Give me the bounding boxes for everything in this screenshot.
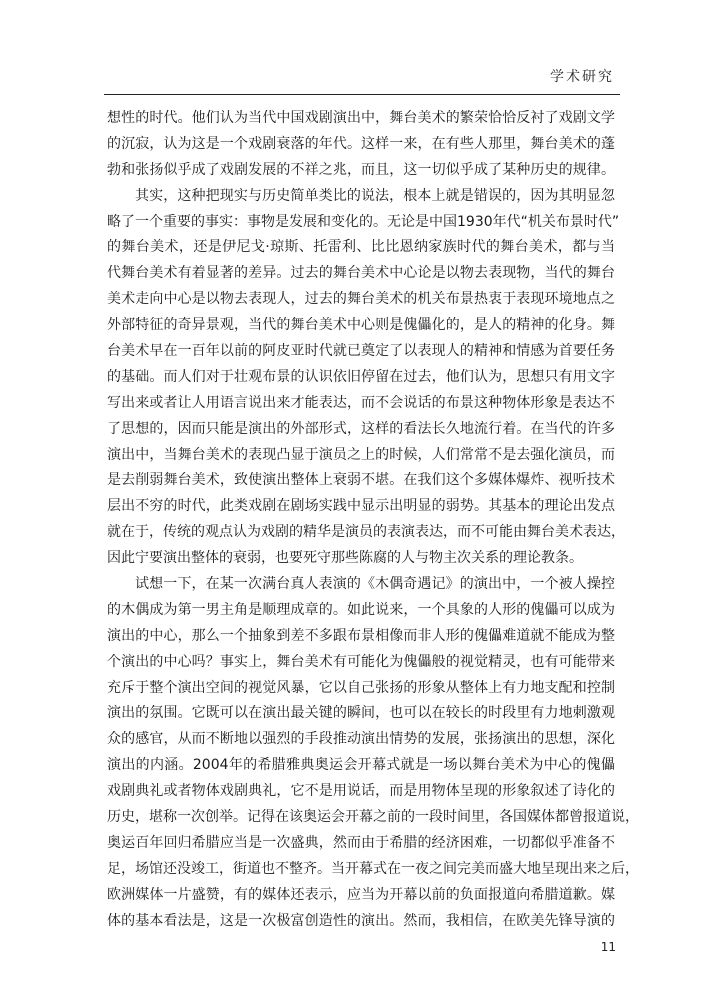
text-line: 台美术早在一百年以前的阿皮亚时代就已奠定了以表现人的精神和情感为首要任务	[107, 343, 615, 360]
text-line: 演出的内涵。2004年的希腊雅典奥运会开幕式就是一场以舞台美术为中心的傀儡	[107, 757, 615, 774]
text-line: 演出中，当舞台美术的表现凸显于演员之上的时候，人们常常不是去强化演员，而	[107, 446, 615, 463]
text-line: 层出不穷的时代，此类戏剧在剧场实践中显示出明显的弱势。其基本的理论出发点	[107, 498, 615, 515]
text-line: 体的基本看法是，这是一次极富创造性的演出。然而，我相信，在欧美先锋导演的	[107, 912, 615, 929]
text-line: 历史，堪称一次创举。记得在该奥运会开幕之前的一段时间里，各国媒体都曾报道说，	[107, 809, 639, 826]
article-body	[107, 106, 639, 935]
text-line: 因此宁要演出整体的衰弱，也要死守那些陈腐的人与物主次关系的理论教条。	[107, 550, 583, 567]
text-line: 外部特征的奇异景观，当代的舞台美术中心则是傀儡化的，是人的精神的化身。舞	[107, 317, 615, 334]
text-line: 戏剧典礼或者物体戏剧典礼，它不是用说话，而是用物体呈现的形象叙述了诗化的	[107, 783, 615, 800]
text-line: 的基础。而人们对于壮观布景的认识依旧停留在过去，他们认为，思想只有用文字	[107, 368, 615, 385]
page-number: 11	[600, 940, 616, 954]
text-line: 了思想的，因而只能是演出的外部形式，这样的看法长久地流行着。在当代的许多	[107, 420, 615, 437]
text-line: 试想一下，在某一次满台真人表演的《木偶奇遇记》的演出中，一个被人操控	[135, 576, 615, 593]
text-line: 演出的中心，那么一个抽象到差不多跟布景相像而非人形的傀儡难道就不能成为整	[107, 627, 615, 644]
text-line: 写出来或者让人用语言说出来才能表达，而不会说话的布景这种物体形象是表达不	[107, 394, 615, 411]
text-line: 的舞台美术，还是伊尼戈·琼斯、托雷利、比比恩纳家族时代的舞台美术，都与当	[107, 239, 615, 256]
text-line: 演出的氛围。它既可以在演出最关键的瞬间，也可以在较长的时段里有力地刺激观	[107, 705, 615, 722]
text-line: 想性的时代。他们认为当代中国戏剧演出中，舞台美术的繁荣恰恰反衬了戏剧文学	[107, 110, 615, 126]
text-line: 的沉寂，认为这是一个戏剧衰落的年代。这样一来，在有些人那里，舞台美术的蓬	[107, 135, 615, 152]
text-line: 的木偶成为第一男主角是顺理成章的。如此说来，一个具象的人形的傀儡可以成为	[107, 601, 615, 618]
text-line: 略了一个重要的事实：事物是发展和变化的。无论是中国1930年代“机关布景时代”	[107, 213, 620, 230]
text-line: 是去削弱舞台美术，致使演出整体上衰弱不堪。在我们这个多媒体爆炸、视听技术	[107, 472, 615, 489]
text-line: 个演出的中心吗？事实上，舞台美术有可能化为傀儡般的视觉精灵，也有可能带来	[107, 653, 615, 670]
text-line: 足，场馆还没竣工，街道也不整齐。当开幕式在一夜之间完美而盛大地呈现出来之后，	[107, 860, 639, 877]
header-rule	[104, 94, 620, 95]
text-line: 奥运百年回归希腊应当是一次盛典，然而由于希腊的经济困难，一切都似乎准备不	[107, 834, 615, 851]
text-line: 就在于，传统的观点认为戏剧的精华是演员的表演表达，而不可能由舞台美术表达，	[107, 524, 625, 541]
text-line: 其实，这种把现实与历史简单类比的说法，根本上就是错误的，因为其明显忽	[135, 187, 615, 204]
text-line: 勃和张扬似乎成了戏剧发展的不祥之兆，而且，这一切似乎成了某种历史的规律。	[107, 161, 615, 178]
text-line: 美术走向中心是以物去表现人，过去的舞台美术的机关布景热衷于表现环境地点之	[107, 291, 615, 308]
text-line: 众的感官，从而不断地以强烈的手段推动演出情势的发展，张扬演出的思想，深化	[107, 731, 615, 748]
text-line: 欧洲媒体一片盛赞，有的媒体还表示，应当为开幕以前的负面报道向希腊道歉。媒	[107, 886, 615, 903]
text-line: 充斥于整个演出空间的视觉风暴，它以自己张扬的形象从整体上有力地支配和控制	[107, 679, 615, 696]
section-title: 学术研究	[550, 69, 614, 85]
text-line: 代舞台美术有着显著的差异。过去的舞台美术中心论是以物去表现物，当代的舞台	[107, 265, 615, 282]
